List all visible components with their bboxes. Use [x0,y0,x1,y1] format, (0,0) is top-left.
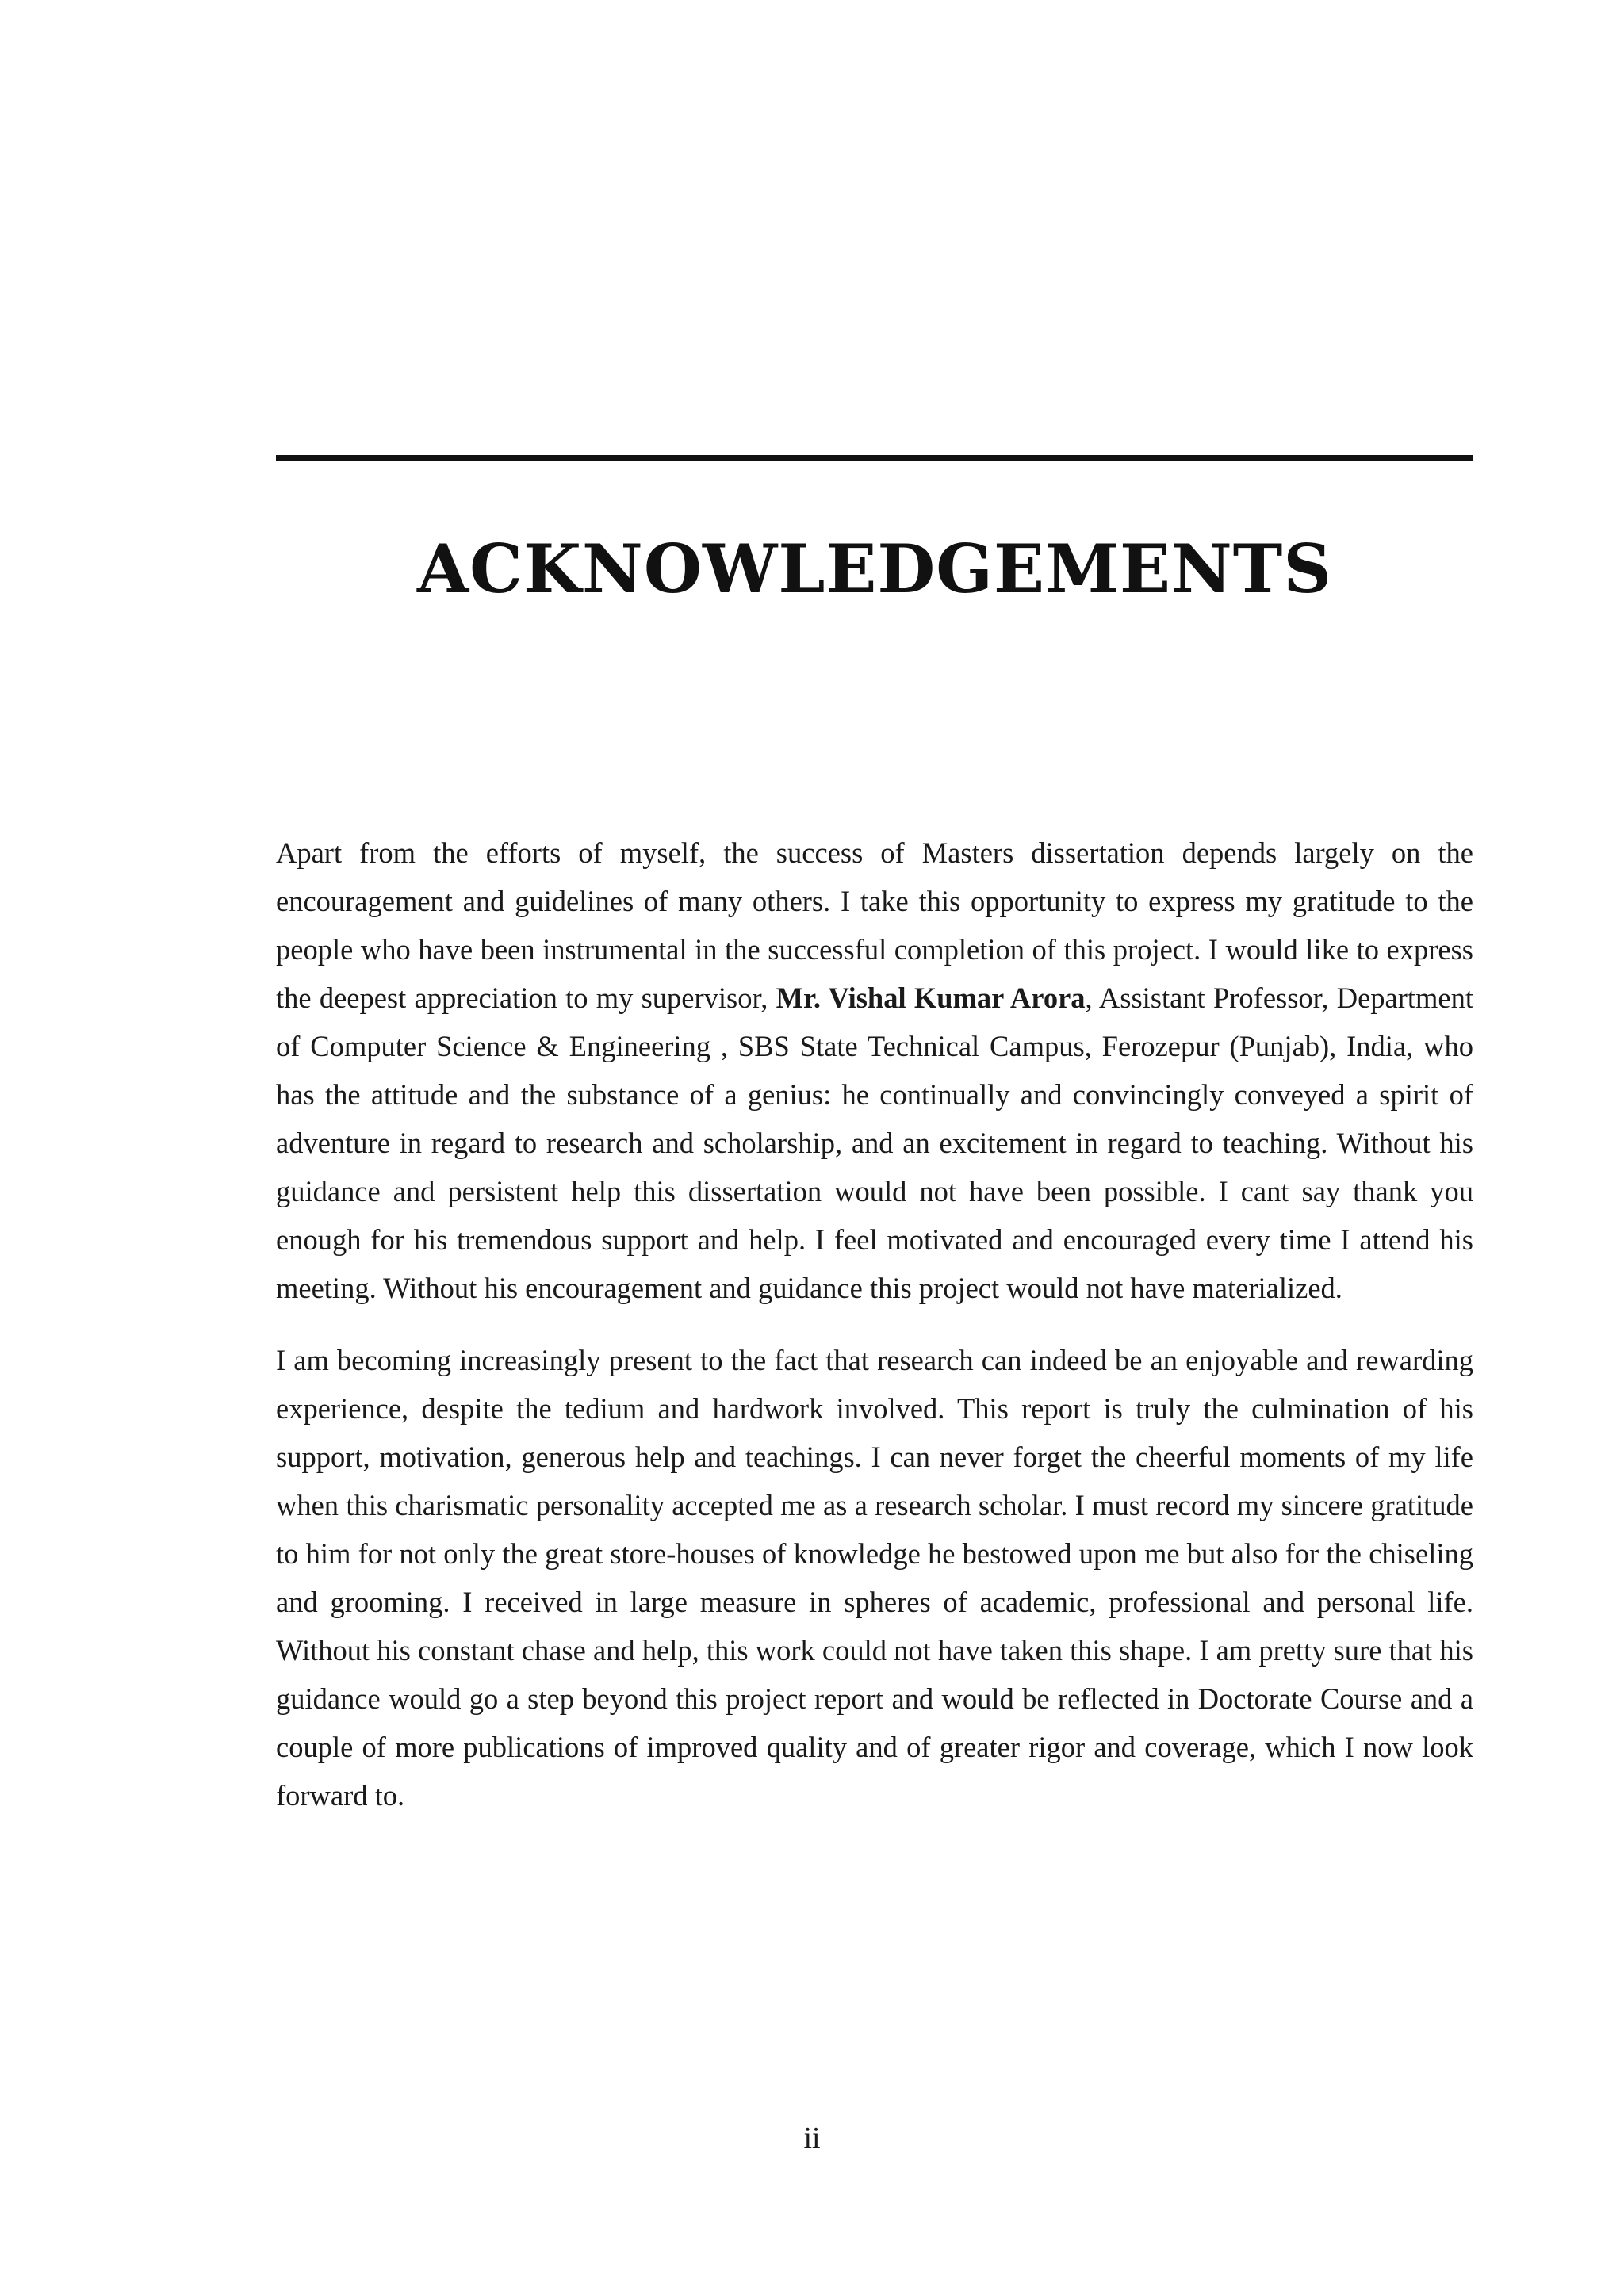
paragraph-1 [276,828,1473,1312]
page-title: ACKNOWLEDGEMENTS [417,530,1332,608]
paragraph-1-text-after: , Assistant Professor, Department of Computer Science & Engineering , SBS State Technical Campus, Ferozepur (Punjab), India, who has the attitude and the substance of a genius: he continually and convincingly conveyed a spirit of adventure in regard to research and scholarship, and an excitement in regard to teaching. Without his guidance and persistent help this dissertation would not have been possible. I cant say thank you enough for his tremendous support and help. I feel motivated and encouraged every time I attend his meeting. Without his encouragement and guidance this project would not have materialized. [276,982,1474,1304]
acknowledgements-body [276,828,1473,1843]
page-number: ii [803,2122,821,2155]
chapter-top-rule [276,455,1473,461]
paragraph-1-text-before: Apart from the efforts of myself, the success of Masters dissertation depends largely on the encouragement and guidelines of many others. I take this opportunity to express my gratitude to the people who have been instrumental in the successful completion of this project. I would like to express the deepest appreciation to my supervisor, [276,836,1473,1014]
supervisor-name: Mr. Vishal Kumar Arora [776,982,1086,1014]
paragraph-2: I am becoming increasingly present to the fact that research can indeed be an enjoyable and rewarding experience, despite the tedium and hardwork involved. This report is truly the culmination of his support, motivation, generous help and teachings. I can never forget the cheerful moments of my life when this charismatic personality accepted me as a research scholar. I must record my sincere gratitude to him for not only the great store-houses of knowledge he bestowed upon me but also for the chiseling and grooming. I received in large measure in spheres of academic, professional and personal life. Without his constant chase and help, this work could not have taken this shape. I am pretty sure that his guidance would go a step beyond this project report and would be reflected in Doctorate Course and a couple of more publications of improved quality and of greater rigor and coverage, which I now look forward to. [276,1344,1473,1812]
